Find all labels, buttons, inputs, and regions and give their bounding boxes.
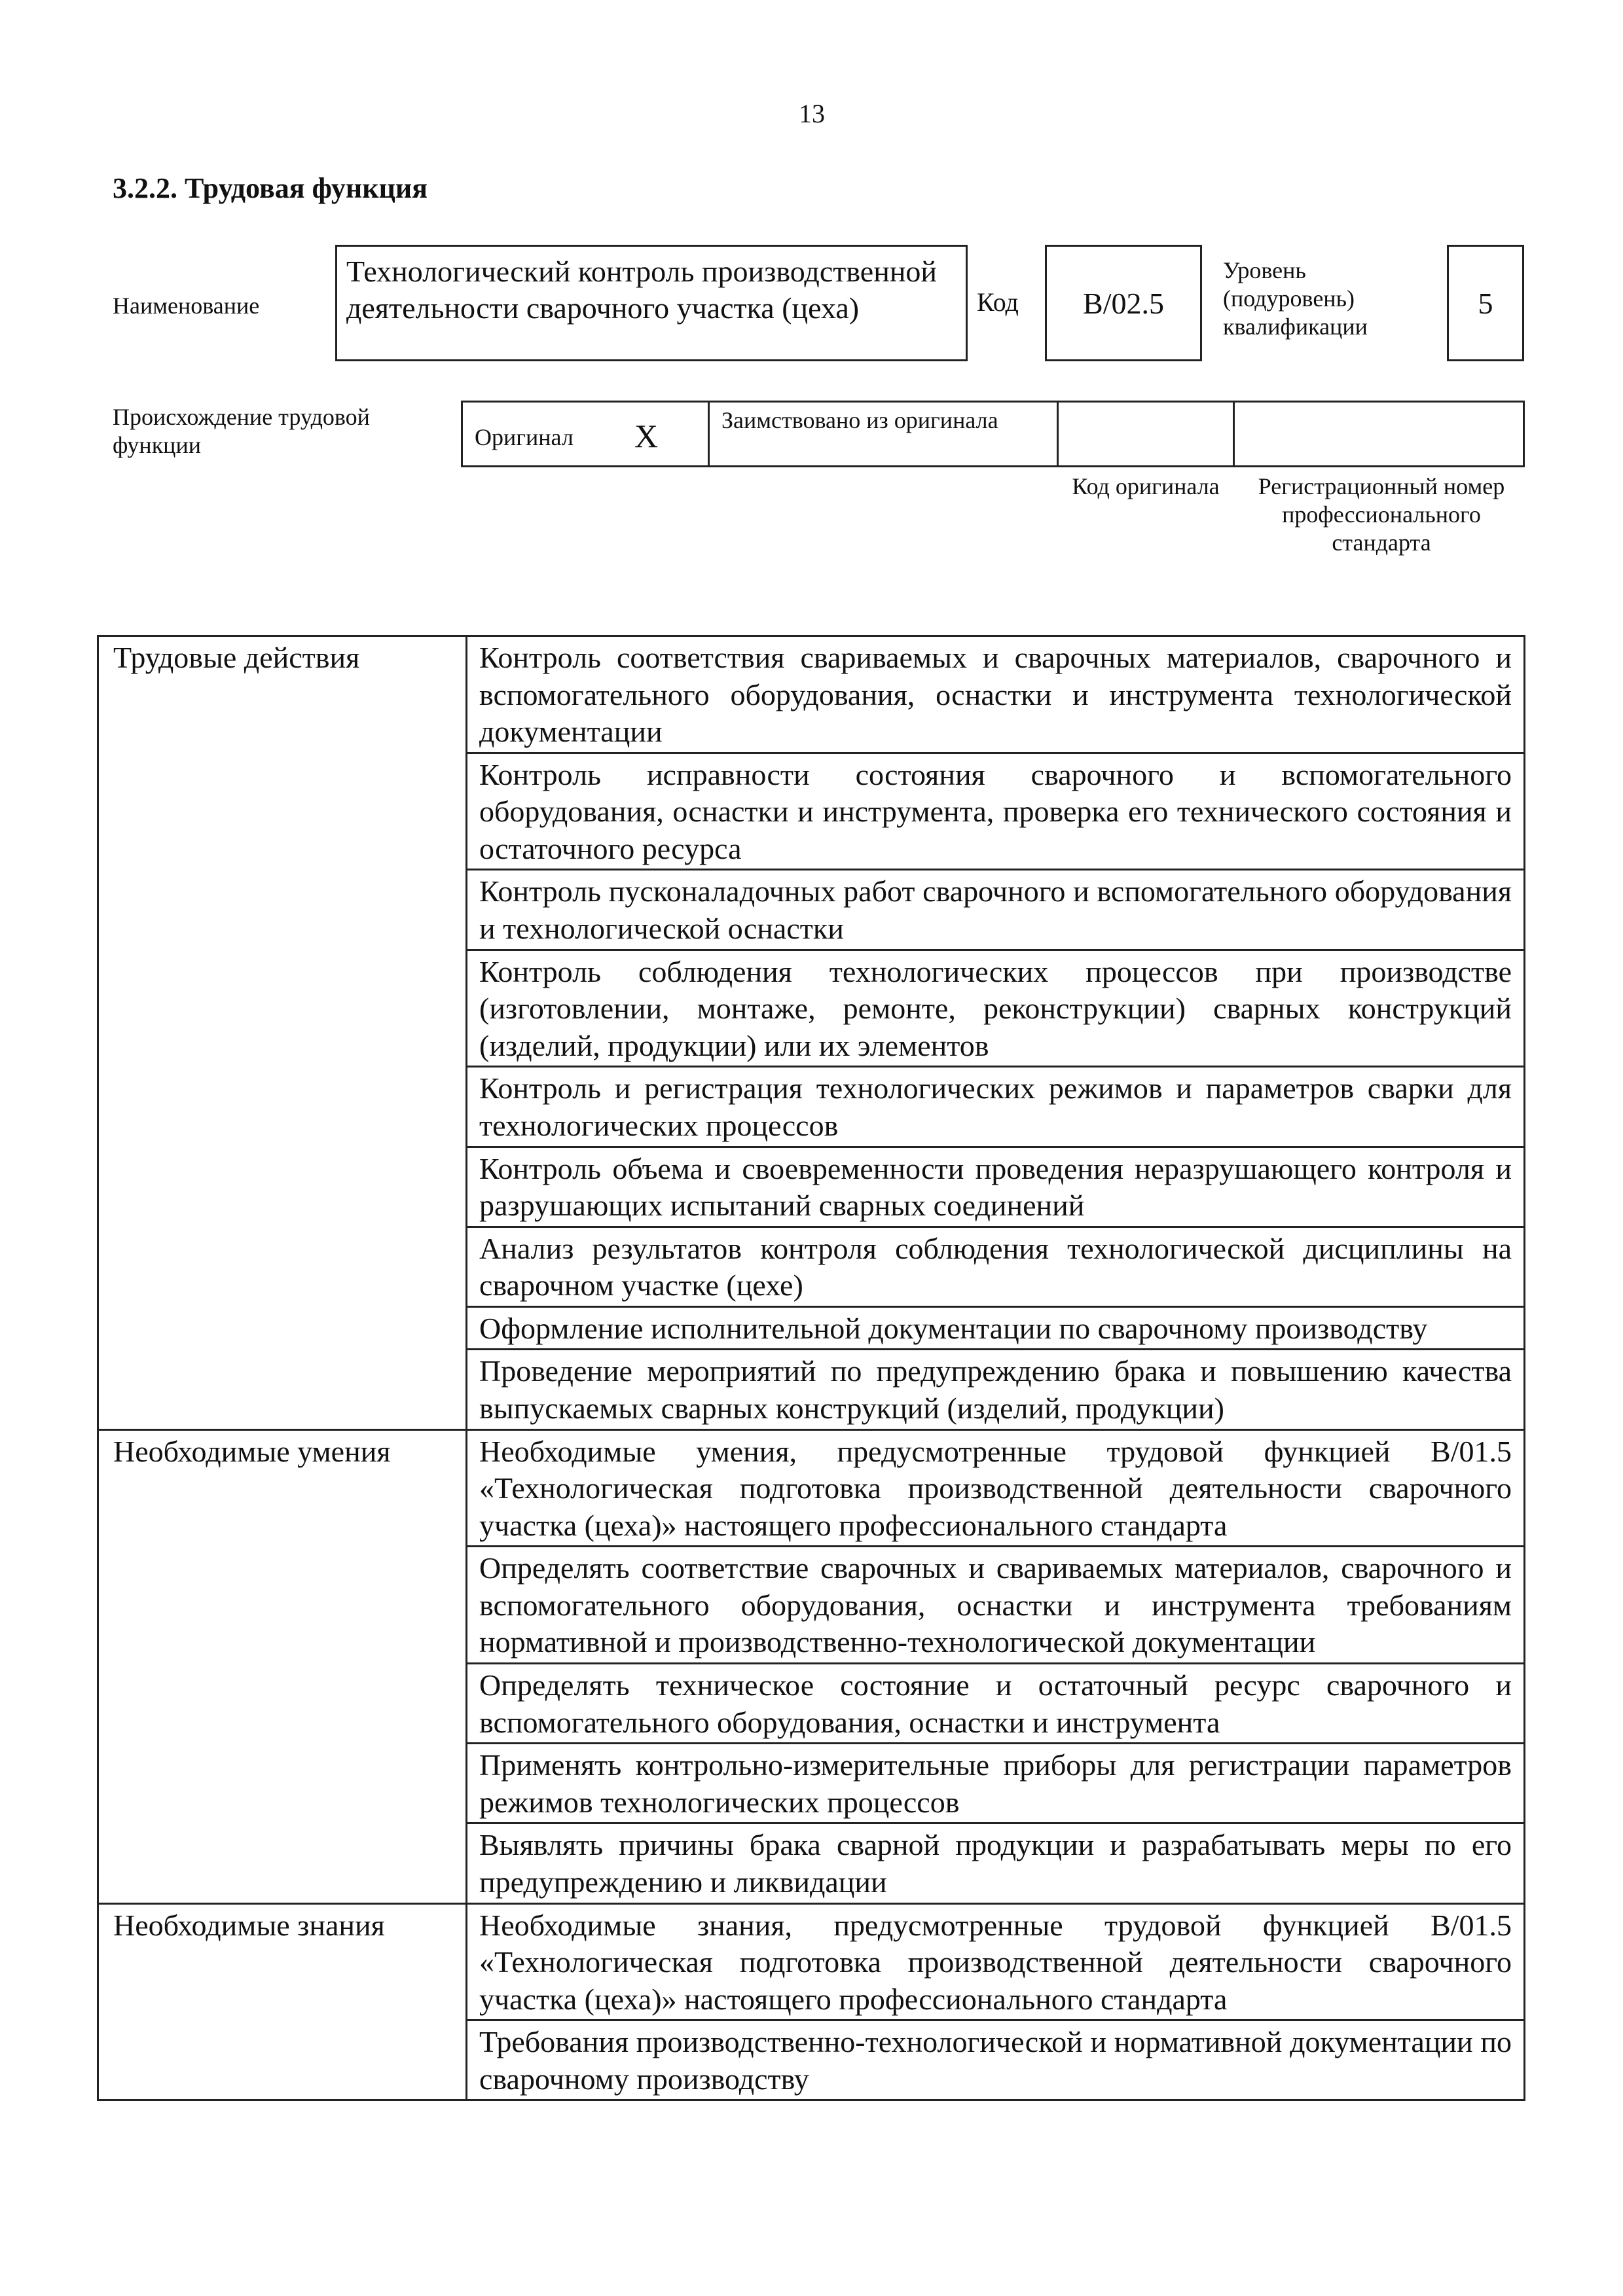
section-item: Контроль соблюдения технологических процессов при производстве (изготовлении, монтаже, ремонте, реконструкции) сварных конструкций (изделий, продукции) или их элементов xyxy=(467,950,1525,1067)
code-value: B/02.5 xyxy=(1083,286,1164,320)
origin-borrowed-label: Заимствовано из оригинала xyxy=(721,407,998,433)
name-label: Наименование xyxy=(113,293,260,319)
origin-reg-caption: Регистрационный номер профессионального стандарта xyxy=(1258,473,1505,556)
section-category: Трудовые действия xyxy=(98,636,467,1430)
origin-label: Происхождение трудовой функции xyxy=(113,404,370,459)
section-item: Определять техническое состояние и остаточный ресурс сварочного и вспомогательного оборудования, оснастки и инструмента xyxy=(467,1664,1525,1744)
code-label: Код xyxy=(977,287,1019,317)
code-value-box xyxy=(1045,245,1202,361)
function-name: Технологический контроль производственной деятельности сварочного участка (цеха) xyxy=(346,255,938,325)
section-item: Контроль и регистрация технологических режимов и параметров сварки для технологических процессов xyxy=(467,1067,1525,1147)
origin-original-mark: X xyxy=(634,418,659,454)
origin-code-caption: Код оригинала xyxy=(1072,473,1220,499)
section-item: Необходимые умения, предусмотренные трудовой функцией B/01.5 «Технологическая подготовка производственной деятельности сварочного участка (цеха)» настоящего профессионального стандарта xyxy=(467,1429,1525,1547)
table-row xyxy=(98,636,1525,753)
section-item: Необходимые знания, предусмотренные трудовой функцией B/01.5 «Технологическая подготовка производственной деятельности сварочного участка (цеха)» настоящего профессионального стандарта xyxy=(467,1903,1525,2020)
section-item: Определять соответствие сварочных и свариваемых материалов, сварочного и вспомогательного оборудования, оснастки и инструмента требованиям нормативной и производственно-технологической документации xyxy=(467,1547,1525,1664)
level-label: Уровень (подуровень) квалификации xyxy=(1223,257,1368,340)
section-item: Анализ результатов контроля соблюдения технологической дисциплины на сварочном участке (цехе) xyxy=(467,1227,1525,1306)
section-category: Необходимые знания xyxy=(98,1903,467,2100)
section-category: Необходимые умения xyxy=(98,1429,467,1903)
section-item: Требования производственно-технологической и нормативной документации по сварочному производству xyxy=(467,2020,1525,2100)
section-item: Оформление исполнительной документации по сварочному производству xyxy=(467,1306,1525,1350)
section-item: Контроль исправности состояния сварочного и вспомогательного оборудования, оснастки и инструмента, проверка его технического состояния и остаточного ресурса xyxy=(467,753,1525,870)
origin-code-cell xyxy=(1057,401,1235,467)
section-title: 3.2.2. Трудовая функция xyxy=(113,172,428,204)
origin-original-cell xyxy=(461,401,710,467)
table-row xyxy=(98,1903,1525,2020)
page-number: 13 xyxy=(799,99,825,128)
section-item: Контроль соответствия свариваемых и сварочных материалов, сварочного и вспомогательного оборудования, оснастки и инструмента технологической документации xyxy=(467,636,1525,753)
origin-borrowed-cell xyxy=(708,401,1059,467)
level-value: 5 xyxy=(1478,286,1493,320)
section-item: Контроль объема и своевременности проведения неразрушающего контроля и разрушающих испытаний сварных соединений xyxy=(467,1147,1525,1227)
section-item: Контроль пусконаладочных работ сварочного и вспомогательного оборудования и технологической оснастки xyxy=(467,870,1525,950)
table-row xyxy=(98,1429,1525,1547)
section-item: Проведение мероприятий по предупреждению брака и повышению качества выпускаемых сварных конструкций (изделий, продукции) xyxy=(467,1350,1525,1429)
origin-original-label: Оригинал xyxy=(475,424,574,450)
section-item: Применять контрольно-измерительные приборы для регистрации параметров режимов технологических процессов xyxy=(467,1744,1525,1823)
function-name-box xyxy=(335,245,968,361)
origin-reg-cell xyxy=(1233,401,1525,467)
section-item: Выявлять причины брака сварной продукции и разрабатывать меры по его предупреждению и ликвидации xyxy=(467,1823,1525,1903)
labor-function-table xyxy=(97,635,1525,2101)
level-value-box xyxy=(1447,245,1524,361)
